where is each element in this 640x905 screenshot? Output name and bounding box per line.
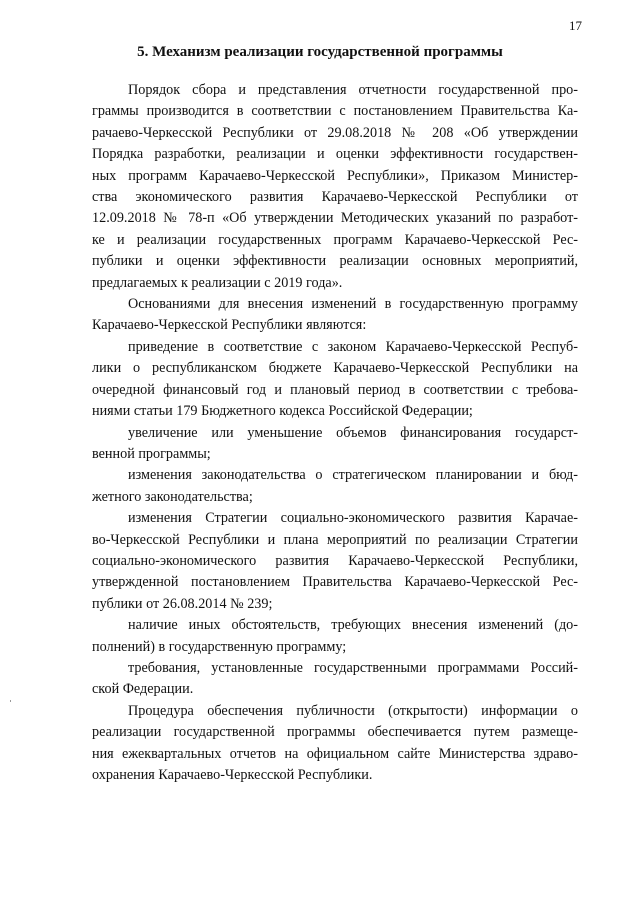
text-line: наличие иных обстоятельств, требующих внесения изменений (до- — [128, 617, 578, 634]
text-line: охранения Карачаево-Черкесской Республики. — [92, 767, 373, 783]
text-line: Карачаево-Черкесской Республики являются: — [92, 317, 367, 334]
text-line: публики и оценки эффективности реализации основных мероприятий, — [92, 253, 578, 270]
text-line: граммы производится в соответствии с постановлением Правительства Ка- — [92, 103, 578, 120]
paragraph — [92, 80, 578, 294]
text-line: ства экономического развития Карачаево-Черкесской Республики от — [92, 189, 578, 206]
text-line: венной программы; — [92, 445, 211, 462]
paragraph — [92, 337, 578, 423]
page-number: 17 — [569, 18, 582, 33]
text-line: реализации государственной программы обеспечивается путем размеще- — [92, 724, 578, 741]
text-line: ской Федерации. — [92, 681, 194, 698]
text-line: ния ежеквартальных отчетов на официальном сайте Министерства здраво- — [92, 745, 578, 762]
text-line: увеличение или уменьшение объемов финансирования государст- — [128, 424, 578, 441]
text-line: приведение в соответствие с законом Карачаево-Черкесской Респуб- — [128, 338, 578, 355]
paragraph — [92, 465, 578, 508]
text-line: Порядка разработки, реализации и оценки эффективности государствен- — [92, 146, 578, 163]
paragraph — [92, 658, 578, 701]
paragraph — [92, 423, 578, 466]
text-line: лики о республиканском бюджете Карачаево-Черкесской Республики на — [92, 360, 578, 377]
text-line: Порядок сбора и представления отчетности государственной про- — [128, 82, 578, 98]
text-line: полнений) в государственную программу; — [92, 638, 347, 655]
document-body — [92, 80, 578, 786]
text-line: социально-экономического развития Карачаево-Черкесской Республики, — [92, 552, 578, 569]
text-line: рачаево-Черкесской Республики от 29.08.2018 № 208 «Об утверждении — [92, 124, 578, 141]
paragraph — [92, 615, 578, 658]
text-line: во-Черкесской Республики и плана мероприятий по реализации Стратегии — [92, 531, 578, 548]
section-heading: 5. Механизм реализации государственной программы — [137, 44, 503, 60]
text-line: Процедура обеспечения публичности (открытости) информации о — [128, 702, 578, 719]
paragraph — [92, 508, 578, 615]
scan-speck — [10, 700, 11, 702]
text-line: очередной финансовый год и плановый период в соответствии с требова- — [92, 381, 578, 398]
text-line: ниями статьи 179 Бюджетного кодекса Российской Федерации; — [92, 403, 473, 420]
text-line: ке и реализации государственных программ Карачаево-Черкесской Рес- — [92, 231, 578, 248]
text-line: требования, установленные государственными программами Россий- — [128, 659, 578, 676]
text-line: Основаниями для внесения изменений в государственную программу — [128, 296, 578, 313]
text-line: изменения законодательства о стратегическом планировании и бюд- — [128, 467, 578, 484]
paragraph — [92, 294, 578, 337]
text-line: жетного законодательства; — [92, 488, 253, 505]
text-line: 12.09.2018 № 78-п «Об утверждении Методических указаний по разработ- — [92, 210, 578, 227]
text-line: изменения Стратегии социально-экономического развития Карачае- — [128, 510, 578, 527]
text-line: ных программ Карачаево-Черкесской Республики», Приказом Министер- — [92, 167, 578, 184]
text-line: предлагаемых к реализации с 2019 года». — [92, 274, 343, 291]
text-line: утвержденной постановлением Правительства Карачаево-Черкесской Рес- — [92, 574, 578, 591]
paragraph — [92, 701, 578, 787]
text-line: публики от 26.08.2014 № 239; — [92, 595, 273, 612]
